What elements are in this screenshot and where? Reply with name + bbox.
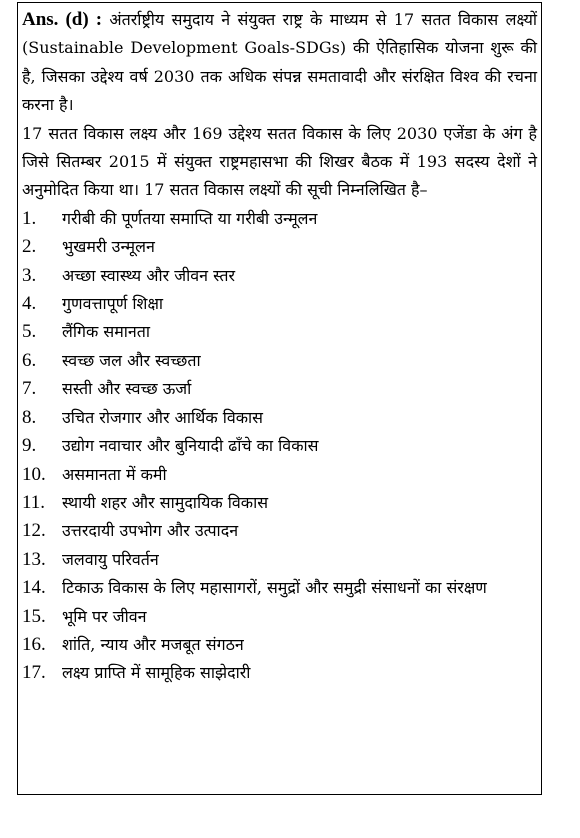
- list-item: [22, 262, 537, 290]
- goal-number: 17.: [22, 662, 46, 684]
- answer-paragraph-2: 17 सतत विकास लक्ष्य और 169 उद्देश्य सतत विकास के लिए 2030 एजेंडा के अंग है जिसे सितम्बर 2015 में संयुक्त राष्ट्रमहासभा की शिखर बैठक में 193 सदस्य देशों ने अनुमोदित किया था। 17 सतत विकास लक्ष्यों की सूची निम्नलिखित है–: [22, 123, 537, 200]
- list-item: [22, 375, 537, 403]
- goal-text: जलवायु परिवर्तन: [62, 549, 159, 569]
- list-item: [22, 461, 537, 489]
- list-item: [22, 489, 537, 517]
- goal-number: 3.: [22, 264, 37, 286]
- goal-text: स्वच्छ जल और स्वच्छता: [62, 350, 201, 370]
- goal-number: 5.: [22, 321, 37, 343]
- goal-text: अच्छा स्वास्थ्य और जीवन स्तर: [62, 265, 236, 285]
- list-item: [22, 659, 537, 687]
- list-item: [22, 205, 537, 233]
- list-item: [22, 404, 537, 432]
- goal-number: 14.: [22, 577, 46, 599]
- goal-text: उचित रोजगार और आर्थिक विकास: [62, 407, 264, 427]
- answer-intro-paragraph: [22, 6, 537, 120]
- goal-number: 12.: [22, 520, 46, 542]
- goal-number: 4.: [22, 293, 37, 315]
- goal-text: भुखमरी उन्मूलन: [62, 237, 155, 257]
- goal-number: 13.: [22, 548, 46, 570]
- goal-text: लैंगिक समानता: [62, 322, 151, 342]
- goal-text: शांति, न्याय और मजबूत संगठन: [62, 634, 244, 654]
- list-item: [22, 517, 537, 545]
- list-item: [22, 290, 537, 318]
- goal-text: टिकाऊ विकास के लिए महासागरों, समुद्रों और समुद्री संसाधनों का संरक्षण: [62, 578, 487, 598]
- list-item: [22, 603, 537, 631]
- goal-text: उद्योग नवाचार और बुनियादी ढाँचे का विकास: [62, 436, 319, 456]
- goal-text: भूमि पर जीवन: [62, 606, 147, 626]
- goal-text: गुणवत्तापूर्ण शिक्षा: [62, 294, 164, 314]
- goal-number: 2.: [22, 236, 37, 258]
- list-item: [22, 574, 537, 602]
- goal-text: स्थायी शहर और सामुदायिक विकास: [62, 492, 269, 512]
- answer-box: [17, 2, 542, 795]
- sdg-goal-list: [22, 205, 537, 688]
- goal-text: असमानता में कमी: [62, 464, 167, 484]
- goal-text: सस्ती और स्वच्छ ऊर्जा: [62, 379, 192, 399]
- goal-number: 9.: [22, 435, 37, 457]
- list-item: [22, 432, 537, 460]
- goal-number: 16.: [22, 633, 46, 655]
- goal-text: गरीबी की पूर्णतया समाप्ति या गरीबी उन्मूलन: [62, 208, 318, 228]
- goal-number: 11.: [22, 491, 46, 513]
- list-item: [22, 631, 537, 659]
- goal-number: 15.: [22, 605, 46, 627]
- list-item: [22, 233, 537, 261]
- goal-number: 6.: [22, 349, 37, 371]
- list-item: [22, 347, 537, 375]
- list-item: [22, 318, 537, 346]
- goal-text: उत्तरदायी उपभोग और उत्पादन: [62, 521, 239, 541]
- goal-number: 1.: [22, 207, 37, 229]
- goal-number: 10.: [22, 463, 46, 485]
- goal-number: 7.: [22, 378, 37, 400]
- list-item: [22, 546, 537, 574]
- goal-number: 8.: [22, 406, 37, 428]
- answer-label: Ans. (d) :: [22, 9, 103, 30]
- answer-intro-text: अंतर्राष्ट्रीय समुदाय ने संयुक्त राष्ट्र के माध्यम से 17 सतत विकास लक्ष्यों (Sustainable Development Goals-SDGs) की ऐतिहासिक योजना शुरू की है, जिसका उद्देश्य वर्ष 2030 तक अधिक संपन्न समतावादी और संरक्षित विश्व की रचना करना है।: [22, 10, 537, 115]
- goal-text: लक्ष्य प्राप्ति में सामूहिक साझेदारी: [62, 663, 251, 683]
